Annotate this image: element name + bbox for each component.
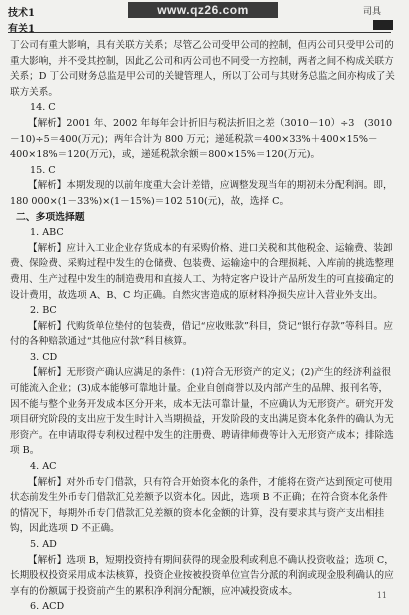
- paragraph: 【解析】无形资产确认应满足的条件：(1)符合无形资产的定义；(2)产生的经济利益很可能流入企业；(3)成本能够可靠地计量。企业自创商誉以及内部产生的品牌、报刊名等，因不能与整个业务开发成本区分开来，成本无法可靠计量，不应确认为无形资产。研究开发项目研究阶段的支出应于发生时计入当期损益，开发阶段的支出满足资本化条件的确认为无形资产。在申请取得专利权过程中发生的注册费、聘请律师费等计入无形资产成本；排除选项 B。: [10, 367, 394, 457]
- answer-number: 6. ACD: [30, 601, 65, 613]
- paragraph: 【解析】应计入工业企业存货成本的有采购价格、进口关税和其他税金、运输费、装卸费、保险费、采购过程中发生的仓储费、包装费、运输途中的合理损耗、入库前的挑选整理费用、生产过程中发生的制造费用和直接人工、为特定客户设计产品所发生的可直接确定的设计费用，故选项 A、B、C 均正确。自然灾害造成的原材料净损失应计入营业外支出。: [10, 242, 394, 301]
- answer-number: 5. AD: [30, 539, 57, 550]
- answer-number: 15. C: [30, 164, 56, 176]
- header-left-top: 技术1: [8, 8, 35, 19]
- paragraph: 【解析】本期发现的以前年度重大会计差错，应调整发现当年的期初未分配利润。即，180 000×(1－33%)×(1－15%)＝102 510(元)，故，选择 C。: [10, 180, 393, 207]
- answer-number: 14. C: [30, 102, 56, 114]
- header-left-bottom: 有关1: [8, 24, 35, 35]
- answer-number: 2. BC: [30, 305, 57, 317]
- answer-number: 1. ABC: [30, 227, 64, 239]
- answer-number: 3. CD: [30, 351, 58, 363]
- paragraph: 【解析】对外币专门借款，只有符合开始资本化的条件，才能将在资产达到预定可使用状态前发生外币专门借款汇兑差额予以资本化。因此，选项 B 不正确；在符合资本化条件的情况下，每期外币专门借款汇兑差额的资本化金额的计算，没有要求其与资产支出相挂钩，因此选项 D 不正确。: [10, 476, 393, 535]
- header-right: 司具: [362, 7, 381, 17]
- header-mark: [373, 20, 393, 30]
- header-rule: [8, 32, 391, 33]
- paragraph: 【解析】代购货单位垫付的包装费，借记“应收账款”科目，贷记“银行存款”等科目。应付的各种赔款通过“其他应付款”科目核算。: [10, 320, 393, 348]
- paragraph: 丁公司有重大影响，具有关联方关系；尽管乙公司受甲公司的控制，但丙公司只受甲公司的重大影响，并不受其控制，因此乙公司和丙公司也不同受一方控制，两者之间不构成关联方关系；D 丁公司财务总监是甲公司的关键管理人，所以丁公司与其财务总监之间亦构成了关联方关系。: [10, 40, 395, 98]
- answer-number: 4. AC: [30, 461, 57, 473]
- document-body: [10, 38, 396, 615]
- watermark-url: www.qz26.com: [128, 2, 278, 18]
- page-number: 11: [376, 591, 387, 600]
- paragraph: 【解析】选项 B，短期投资持有期间获得的现金股利或利息不确认投资收益；选项 C，长期股权投资采用成本法核算，投资企业按被投资单位宣告分派的利润或现金股利确认的应享有的份额属于投资前产生的累积净利润分配额，应冲减投资成本。: [10, 554, 394, 597]
- section-heading: 二、多项选择题: [16, 211, 85, 223]
- paragraph: 【解析】2001 年、2002 年每年会计折旧与税法折旧之差（3010－10）÷3 (3010－10)÷5＝400(万元)；两年合计为 800 万元；递延税款＝400×33%＋400×15%－400×18%＝120(万元)，或，递延税款余额＝800×15%＝120(万元)。: [10, 117, 393, 161]
